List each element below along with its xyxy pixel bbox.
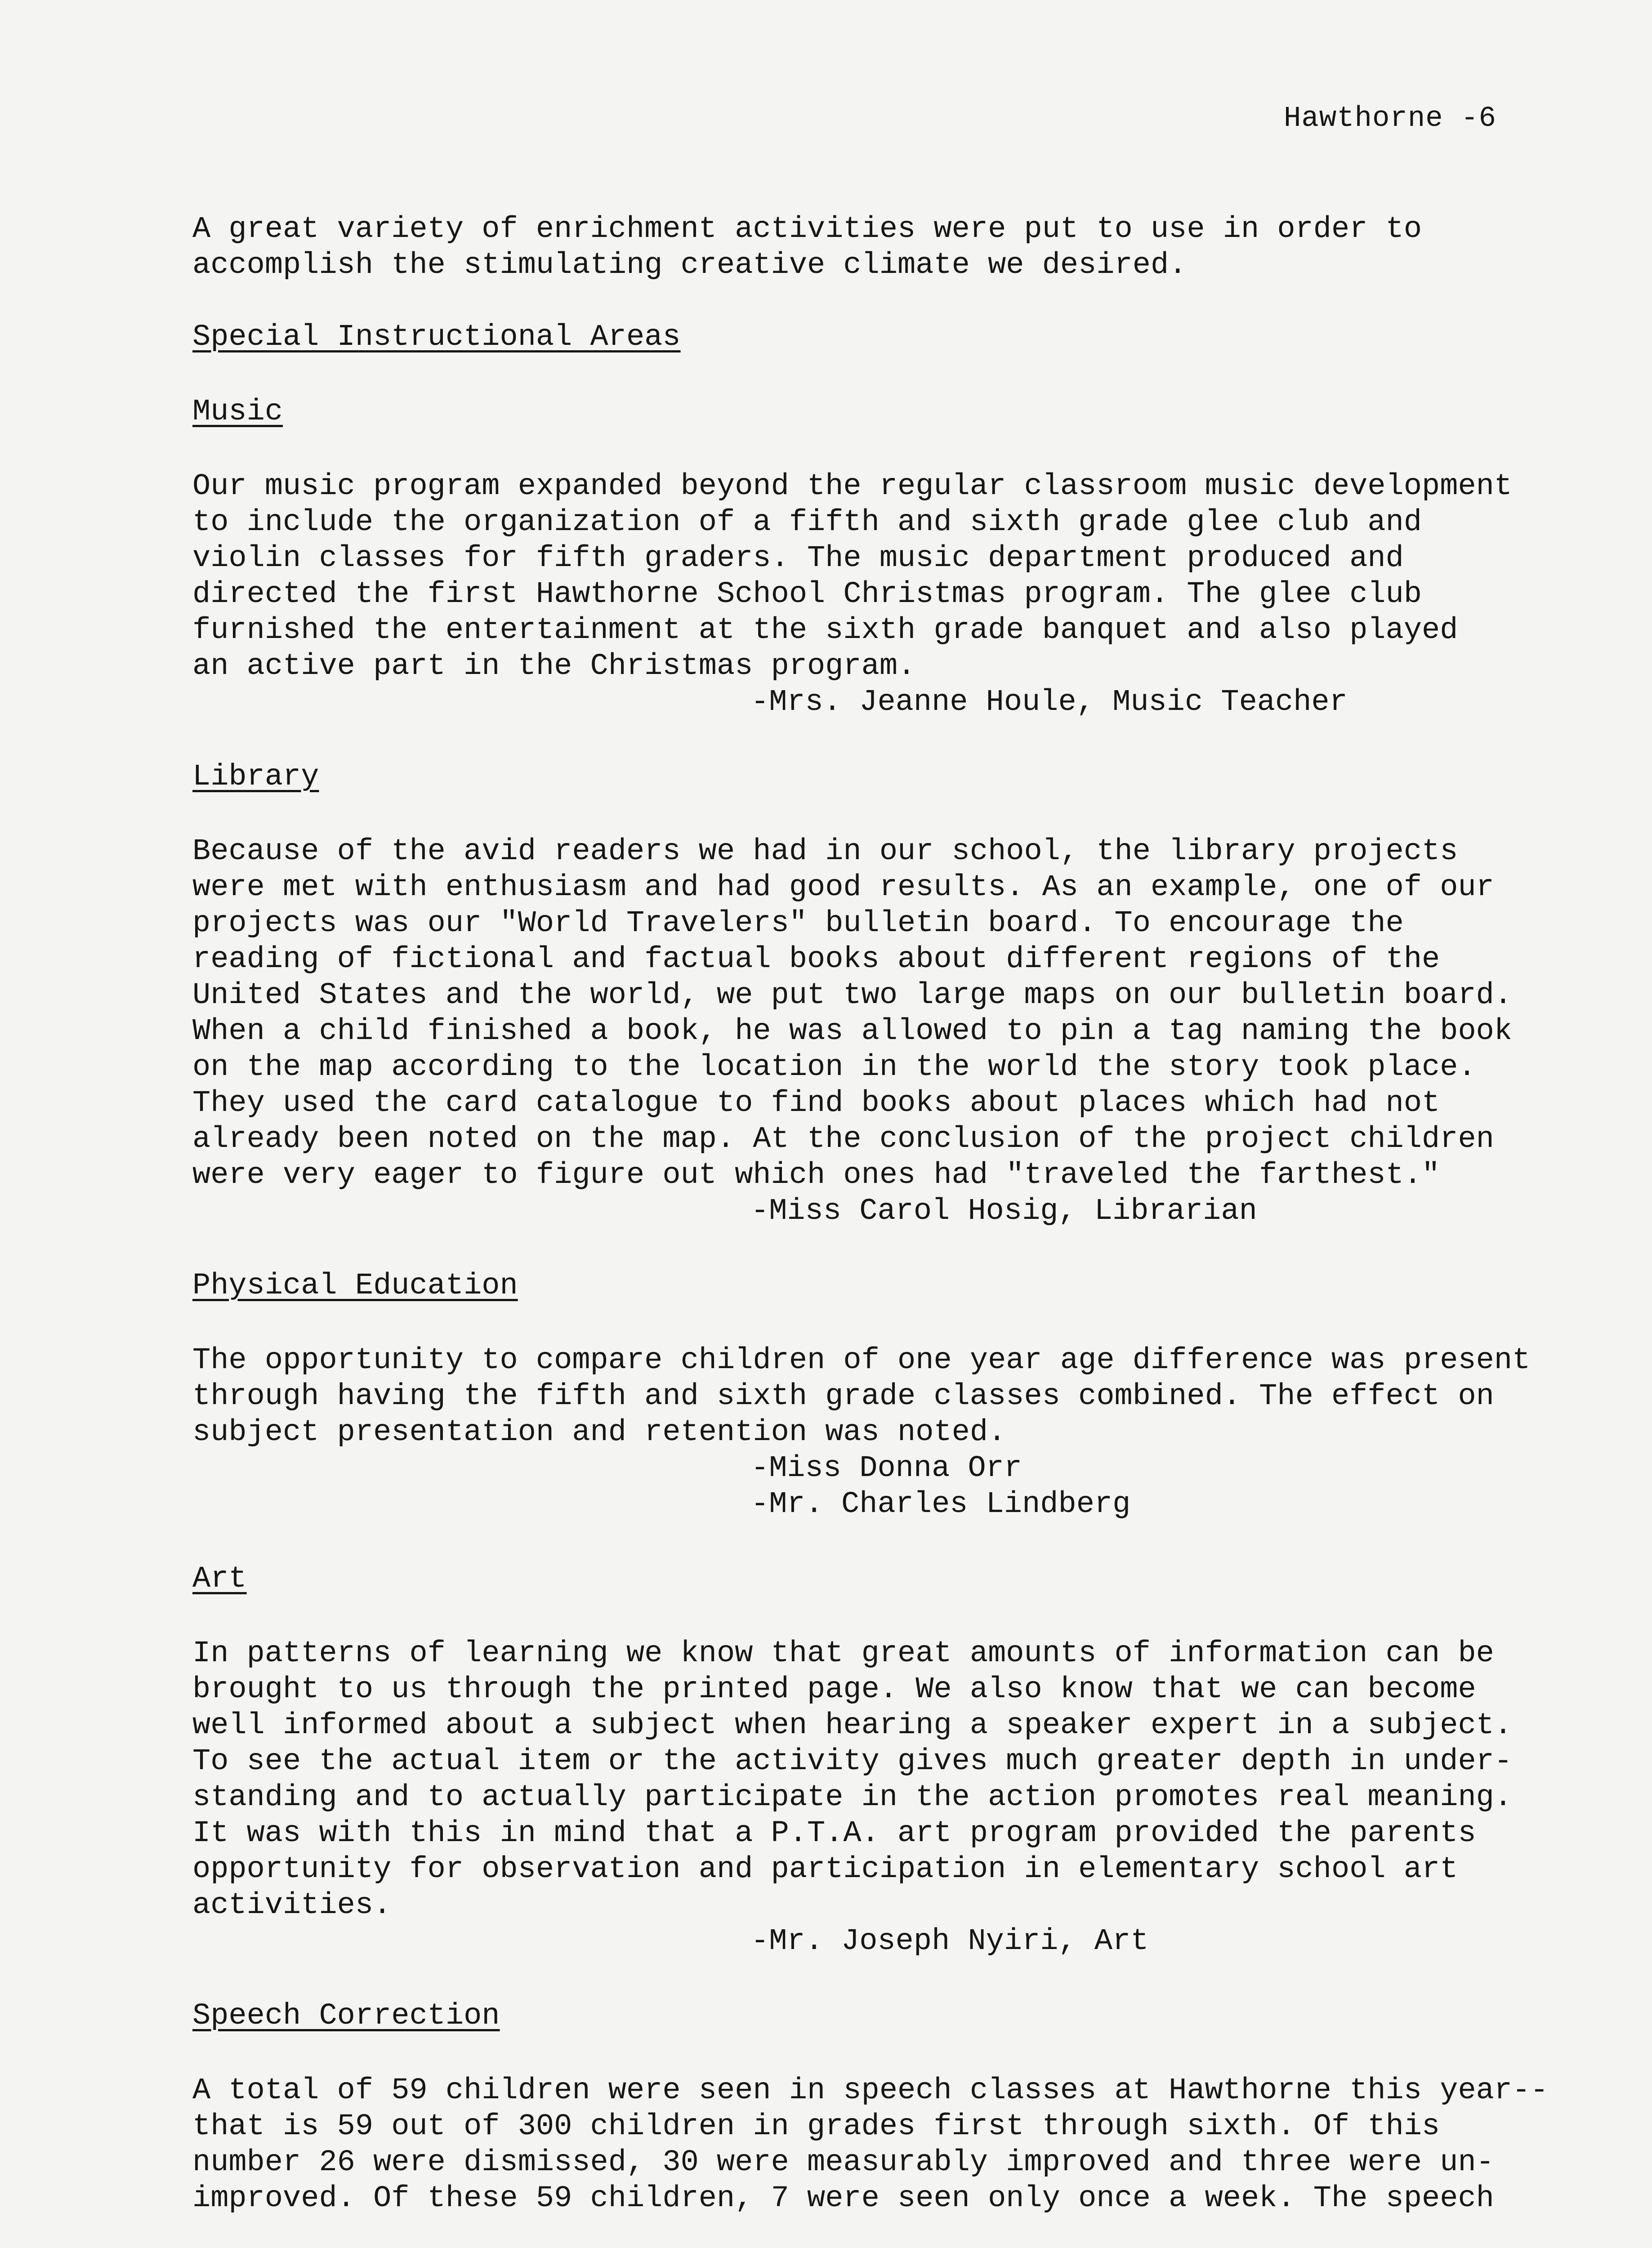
text-line: through having the fifth and sixth grade classes combined. The effect on (192, 1379, 1494, 1414)
intro-paragraph (192, 211, 1564, 283)
text-line: accomplish the stimulating creative climate we desired. (192, 248, 1187, 282)
text-line: Our music program expanded beyond the regular classroom music development (192, 469, 1513, 504)
text-line: improved. Of these 59 children, 7 were seen only once a week. The speech (192, 2181, 1494, 2216)
text-line: The opportunity to compare children of one year age difference was present (192, 1343, 1531, 1378)
signature: -Mrs. Jeanne Houle, Music Teacher (751, 685, 1348, 719)
text-line: to include the organization of a fifth and sixth grade glee club and (192, 505, 1422, 540)
text-line: It was with this in mind that a P.T.A. art program provided the parents (192, 1816, 1476, 1851)
section-heading: Speech Correction (192, 1999, 500, 2033)
text-line: Because of the avid readers we had in our school, the library projects (192, 834, 1458, 869)
signature: -Mr. Joseph Nyiri, Art (751, 1924, 1149, 1958)
text-line: on the map according to the location in the world the story took place. (192, 1050, 1476, 1084)
text-line: directed the first Hawthorne School Christmas program. The glee club (192, 577, 1422, 611)
text-line: projects was our "World Travelers" bulletin board. To encourage the (192, 906, 1404, 941)
text-line: already been noted on the map. At the conclusion of the project children (192, 1122, 1494, 1156)
signature: -Mr. Charles Lindberg (751, 1487, 1131, 1521)
section-art (192, 1561, 1564, 1959)
text-line: A great variety of enrichment activities were put to use in order to (192, 212, 1422, 246)
text-line: United States and the world, we put two large maps on our bulletin board. (192, 978, 1513, 1012)
text-line: furnished the entertainment at the sixth grade banquet and also played (192, 613, 1458, 647)
section-heading: Art (192, 1562, 247, 1596)
section-heading: Physical Education (192, 1269, 518, 1303)
text-line: that is 59 out of 300 children in grades first through sixth. Of this (192, 2110, 1440, 2144)
text-line: A total of 59 children were seen in speech classes at Hawthorne this year-- (192, 2074, 1549, 2108)
signature: -Miss Carol Hosig, Librarian (751, 1194, 1257, 1228)
section-physical-education (192, 1268, 1564, 1522)
text-line: violin classes for fifth graders. The music department produced and (192, 541, 1404, 575)
text-line: standing and to actually participate in the action promotes real meaning. (192, 1780, 1513, 1815)
section-speech-correction (192, 1998, 1564, 2217)
text-line: were met with enthusiasm and had good results. As an example, one of our (192, 870, 1494, 905)
text-line: opportunity for observation and participation in elementary school art (192, 1852, 1458, 1887)
document-body (192, 211, 1564, 2217)
section-music (192, 394, 1564, 720)
text-line: number 26 were dismissed, 30 were measurably improved and three were un- (192, 2145, 1494, 2180)
signature: -Miss Donna Orr (751, 1451, 1022, 1485)
main-heading: Special Instructional Areas (192, 320, 681, 354)
section-library (192, 759, 1564, 1229)
text-line: They used the card catalogue to find books about places which had not (192, 1086, 1440, 1120)
section-heading: Library (192, 760, 319, 794)
text-line: well informed about a subject when hearing a speaker expert in a subject. (192, 1708, 1513, 1743)
text-line: When a child finished a book, he was allowed to pin a tag naming the book (192, 1014, 1513, 1048)
text-line: an active part in the Christmas program. (192, 649, 916, 683)
text-line: reading of fictional and factual books about different regions of the (192, 942, 1440, 977)
text-line: In patterns of learning we know that great amounts of information can be (192, 1637, 1494, 1671)
text-line: subject presentation and retention was noted. (192, 1415, 1006, 1450)
text-line: brought to us through the printed page. We also know that we can become (192, 1673, 1476, 1707)
text-line: To see the actual item or the activity gives much greater depth in under- (192, 1744, 1513, 1779)
text-line: activities. (192, 1888, 392, 1922)
page-header: Hawthorne -6 (1284, 103, 1496, 135)
text-line: were very eager to figure out which ones had "traveled the farthest." (192, 1158, 1440, 1192)
section-heading: Music (192, 395, 283, 429)
